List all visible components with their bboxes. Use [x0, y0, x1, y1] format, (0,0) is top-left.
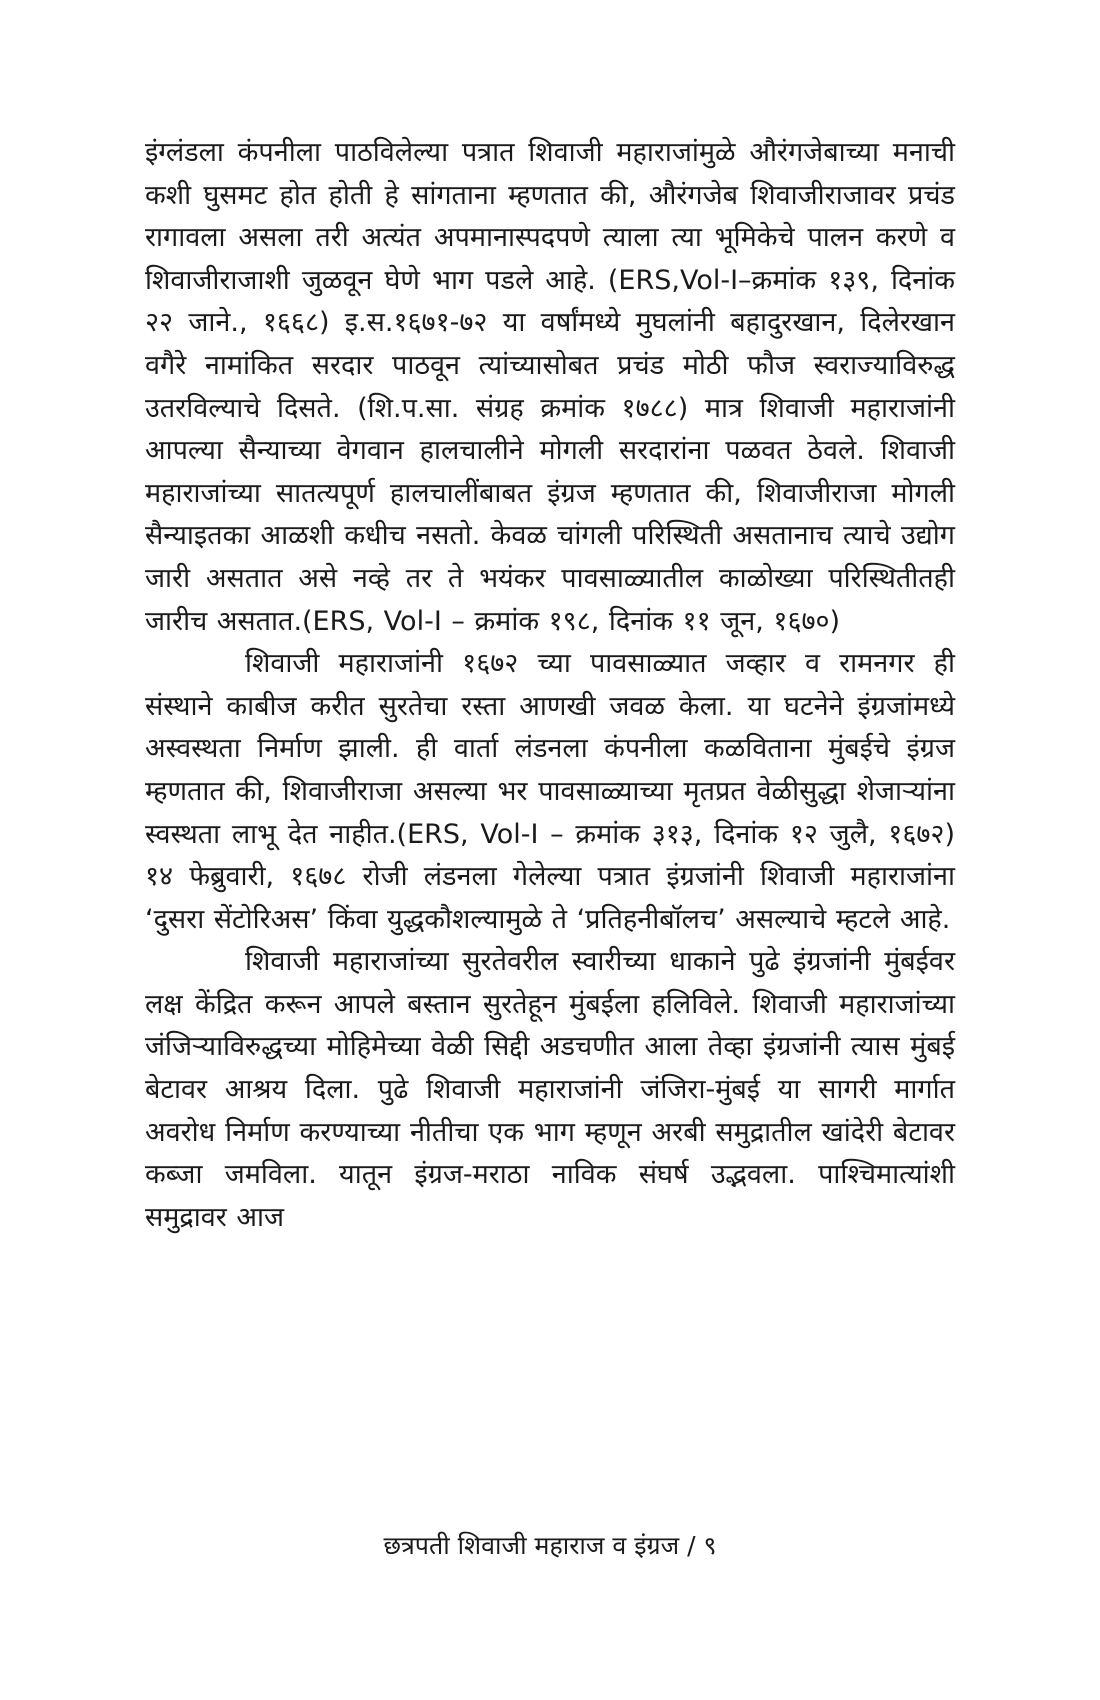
paragraph-1: इंग्लंडला कंपनीला पाठविलेल्या पत्रात शिवाजी महाराजांमुळे औरंगजेबाच्या मनाची कशी घुसमट होत होती हे सांगताना म्हणतात की, औरंगजेब शिवाजीराजावर प्रचंड रागावला असला तरी अत्यंत अपमानास्पदपणे त्याला त्या भूमिकेचे पालन करणे व शिवाजीराजाशी जुळवून घेणे भाग पडले आहे. (ERS,Vol-I–क्रमांक १३९, दिनांक २२ जाने., १६६८) इ.स.१६७१-७२ या वर्षांमध्ये मुघलांनी बहादुरखान, दिलेरखान वगैरे नामांकित सरदार पाठवून त्यांच्यासोबत प्रचंड मोठी फौज स्वराज्याविरुद्ध उतरविल्याचे दिसते. (शि.प.सा. संग्रह क्रमांक १७८८) मात्र शिवाजी महाराजांनी आपल्या सैन्याच्या वेगवान हालचालीने मोगली सरदारांना पळवत ठेवले. शिवाजी महाराजांच्या सातत्यपूर्ण हालचालींबाबत इंग्रज म्हणतात की, शिवाजीराजा मोगली सैन्याइतका आळशी कधीच नसतो. केवळ चांगली परिस्थिती असतानाच त्याचे उद्योग जारी असतात असे नव्हे तर ते भयंकर पावसाळ्यातील काळोख्या परिस्थितीतही जारीच असतात.(ERS, Vol-I – क्रमांक १९८, दिनांक ११ जून, १६७०) [145, 137, 955, 637]
paragraph-3: शिवाजी महाराजांच्या सुरतेवरील स्वारीच्या धाकाने पुढे इंग्रजांनी मुंबईवर लक्ष केंद्रित करून आपले बस्तान सुरतेहून मुंबईला हलिविले. शिवाजी महाराजांच्या जंजिऱ्याविरुद्धच्या मोहिमेच्या वेळी सिद्दी अडचणीत आला तेव्हा इंग्रजांनी त्यास मुंबई बेटावर आश्रय दिला. पुढे शिवाजी महाराजांनी जंजिरा-मुंबई या सागरी मार्गात अवरोध निर्माण करण्याच्या नीतीचा एक भाग म्हणून अरबी समुद्रातील खांदेरी बेटावर कब्जा जमविला. यातून इंग्रज-मराठा नाविक संघर्ष उद्भवला. पाश्चिमात्यांशी समुद्रावर आज [145, 946, 955, 1233]
page-body [145, 132, 955, 1239]
paragraph-2: शिवाजी महाराजांनी १६७२ च्या पावसाळ्यात जव्हार व रामनगर ही संस्थाने काबीज करीत सुरतेचा रस्ता आणखी जवळ केला. या घटनेने इंग्रजांमध्ये अस्वस्थता निर्माण झाली. ही वार्ता लंडनला कंपनीला कळविताना मुंबईचे इंग्रज म्हणतात की, शिवाजीराजा असल्या भर पावसाळ्याच्या मृतप्रत वेळीसुद्धा शेजाऱ्यांना स्वस्थता लाभू देत नाहीत.(ERS, Vol-I – क्रमांक ३१३, दिनांक १२ जुलै, १६७२) १४ फेब्रुवारी, १६७८ रोजी लंडनला गेलेल्या पत्रात इंग्रजांनी शिवाजी महाराजांना ‘दुसरा सेंटोरिअस’ किंवा युद्धकौशल्यामुळे ते ‘प्रतिहनीबॉलच’ असल्याचे म्हटले आहे. [145, 648, 955, 935]
page-footer: छत्रपती शिवाजी महाराज व इंग्रज / ९ [383, 1531, 717, 1560]
